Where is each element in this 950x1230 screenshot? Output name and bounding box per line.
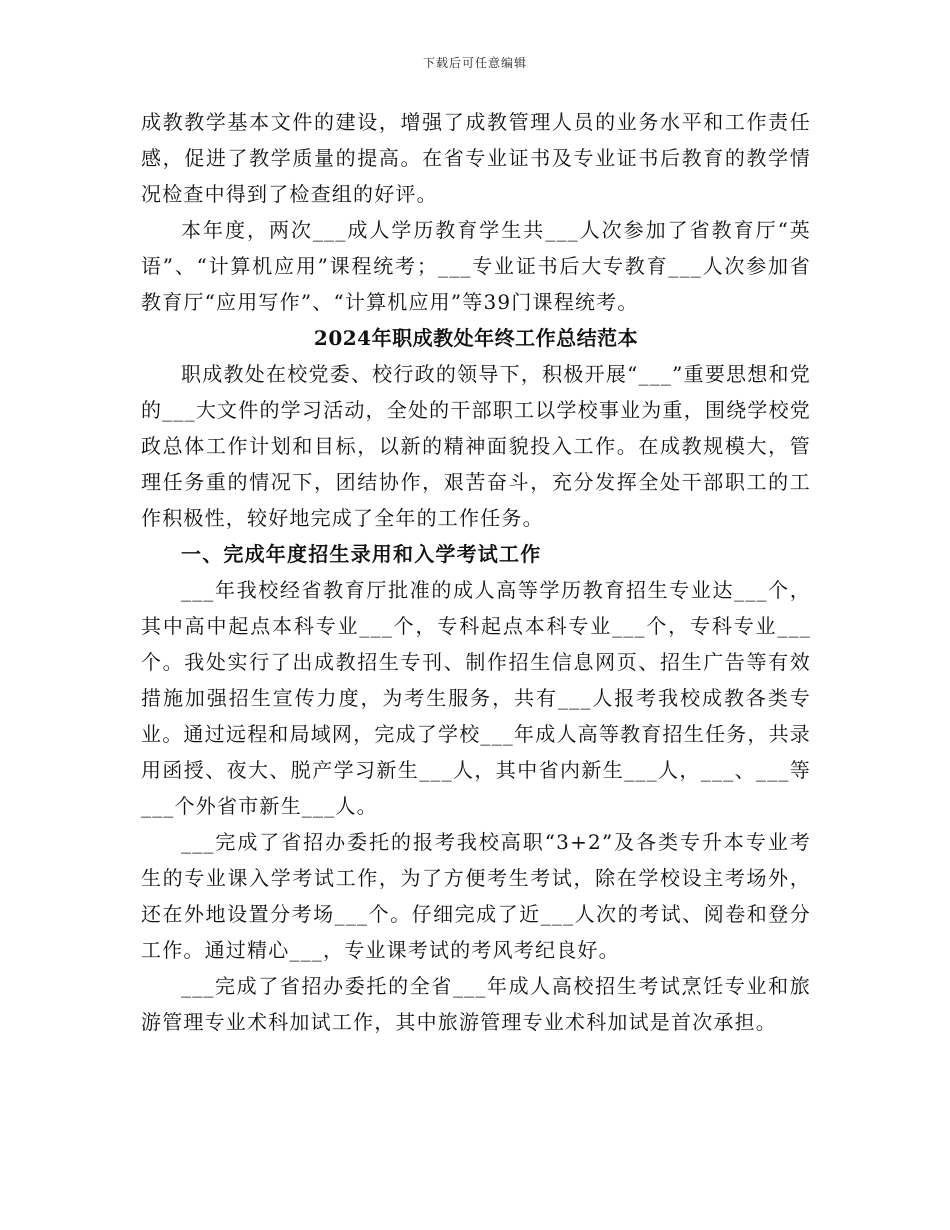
paragraph-intro: 职成教处在校党委、校行政的领导下，积极开展“___”重要思想和党的___大文件的学习活动，全处的干部职工以学校事业为重，围绕学校党政总体工作计划和目标，以新的精神面貌投入工作。在成教规模大，管理任务重的情况下，团结协作，艰苦奋斗，充分发挥全处干部职工的工作积极性，较好地完成了全年的工作任务。 (141, 362, 811, 530)
document-body (141, 104, 811, 1040)
paragraph-enrollment: ___年我校经省教育厅批准的成人高等学历教育招生专业达___个，其中高中起点本科专业___个，专科起点本科专业___个，专科专业___个。我处实行了出成教招生专刊、制作招生信息网页、招生广告等有效措施加强招生宣传力度，为考生服务，共有___人报考我校成教各类专业。通过远程和局域网，完成了学校___年成人高等教育招生任务，共录用函授、夜大、脱产学习新生___人，其中省内新生___人，___、___等___个外省市新生___人。 (141, 578, 811, 818)
paragraph-continued: 成教教学基本文件的建设，增强了成教管理人员的业务水平和工作责任感，促进了教学质量的提高。在省专业证书及专业证书后教育的教学情况检查中得到了检查组的好评。 (141, 110, 811, 206)
section-heading-enrollment: 一、完成年度招生录用和入学考试工作 (181, 542, 542, 566)
header-note: 下载后可任意编辑 (422, 56, 527, 70)
paragraph-exam-stats: 本年度，两次___成人学历教育学生共___人次参加了省教育厅“英语”、“计算机应用”课程统考；___专业证书后大专教育___人次参加省教育厅“应用写作”、“计算机应用”等39门课程统考。 (141, 218, 811, 314)
paragraph-skill-exam: ___完成了省招办委托的全省___年成人高校招生考试烹饪专业和旅游管理专业术科加试工作，其中旅游管理专业术科加试是首次承担。 (141, 974, 811, 1034)
document-title: 2024年职成教处年终工作总结范本 (313, 326, 639, 350)
paragraph-entrance-exam: ___完成了省招办委托的报考我校高职“3+2”及各类专升本专业考生的专业课入学考试工作，为了方便考生考试，除在学校设主考场外，还在外地设置分考场___个。仔细完成了近___人次的考试、阅卷和登分工作。通过精心___，专业课考试的考风考纪良好。 (141, 830, 811, 962)
